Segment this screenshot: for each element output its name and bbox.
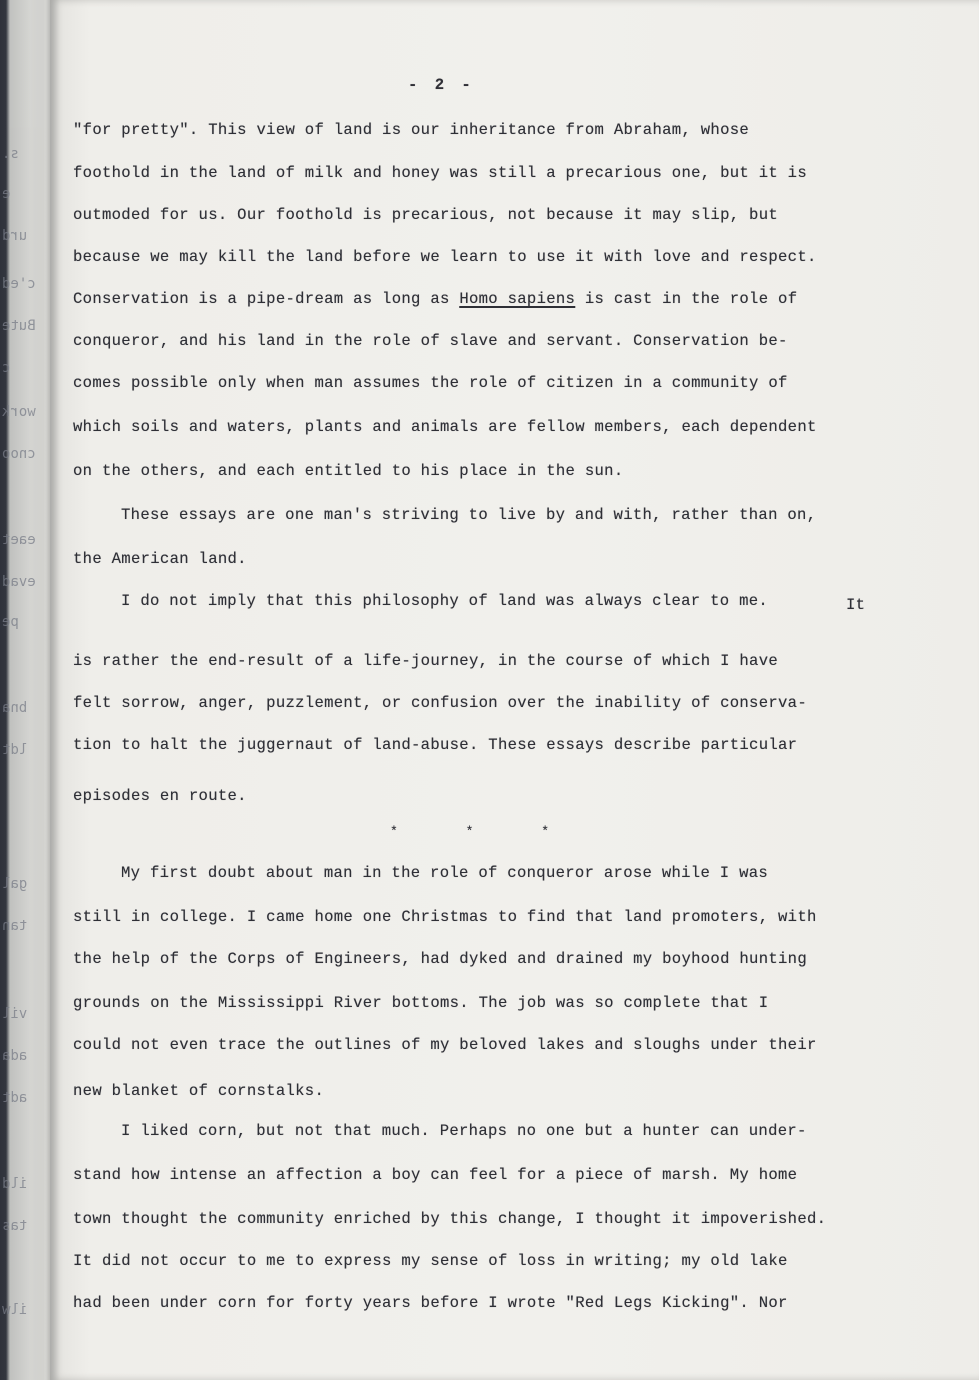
margin-fragment: bna [2, 700, 28, 716]
margin-fragment: cnoo [2, 446, 36, 462]
margin-fragment: urd [2, 228, 28, 244]
facing-page-edge [0, 0, 50, 1380]
text-line: "for pretty". This view of land is our inheritance from Abraham, whose [73, 121, 750, 139]
margin-fragment: tas [2, 1218, 28, 1234]
text-line: It did not occur to me to express my sense of loss in writing; my old lake [73, 1252, 788, 1270]
text-line: I do not imply that this philosophy of land was always clear to me. [121, 592, 769, 610]
text-line: foothold in the land of milk and honey was still a precarious one, but it is [73, 164, 807, 182]
margin-fragment: evad [2, 574, 36, 590]
margin-fragment: tan [2, 918, 28, 934]
text-line: I liked corn, but not that much. Perhaps no one but a hunter can under- [121, 1122, 807, 1140]
text-line: stand how intense an affection a boy can feel for a piece of marsh. My home [73, 1166, 798, 1184]
text-line: grounds on the Mississippi River bottoms. The job was so complete that I [73, 994, 769, 1012]
margin-fragment: pe [2, 614, 19, 630]
typed-page [50, 0, 979, 1380]
text-line: which soils and waters, plants and animals are fellow members, each dependent [73, 418, 817, 436]
text-line-tail: It [846, 596, 866, 614]
text-segment: is cast in the role of [575, 290, 798, 308]
text-line: still in college. I came home one Christmas to find that land promoters, with [73, 908, 817, 926]
margin-fragment: work [2, 404, 36, 420]
margin-fragment: s. [2, 146, 19, 162]
text-line: the help of the Corps of Engineers, had dyked and drained my boyhood hunting [73, 950, 807, 968]
page-number: - 2 - [408, 76, 475, 94]
text-line [73, 290, 797, 308]
margin-fragment: Bute [2, 318, 36, 334]
text-line: felt sorrow, anger, puzzlement, or confusion over the inability of conserva- [73, 694, 807, 712]
text-line: had been under corn for forty years before I wrote "Red Legs Kicking". Nor [73, 1294, 788, 1312]
margin-fragment: ada [2, 1048, 28, 1064]
text-line: on the others, and each entitled to his place in the sun. [73, 462, 624, 480]
margin-fragment: adt [2, 1090, 28, 1106]
text-line: outmoded for us. Our foothold is precarious, not because it may slip, but [73, 206, 779, 224]
section-separator: * * * [390, 824, 580, 839]
text-line: is rather the end-result of a life-journey, in the course of which I have [73, 652, 779, 670]
text-line: conqueror, and his land in the role of slave and servant. Conservation be- [73, 332, 788, 350]
margin-fragment: c'ed [2, 276, 36, 292]
margin-fragment: e [2, 186, 11, 202]
text-line: could not even trace the outlines of my beloved lakes and sloughs under their [73, 1036, 817, 1054]
margin-fragment: ild [2, 1176, 28, 1192]
margin-fragment: eaet [2, 532, 36, 548]
text-line: the American land. [73, 550, 247, 568]
margin-fragment: ilw [2, 1302, 28, 1318]
margin-fragment: c [2, 360, 11, 376]
margin-fragment: ldt [2, 742, 28, 758]
text-line: tion to halt the juggernaut of land-abuse. These essays describe particular [73, 736, 798, 754]
margin-fragment: gal [2, 876, 28, 892]
text-line: new blanket of cornstalks. [73, 1082, 325, 1100]
text-segment: Conservation is a pipe-dream as long as [73, 290, 460, 308]
text-line: episodes en route. [73, 787, 247, 805]
text-line: town thought the community enriched by this change, I thought it impoverished. [73, 1210, 827, 1228]
text-line: comes possible only when man assumes the role of citizen in a community of [73, 374, 788, 392]
text-line: because we may kill the land before we learn to use it with love and respect. [73, 248, 817, 266]
text-line: My first doubt about man in the role of conqueror arose while I was [121, 864, 769, 882]
margin-fragment: vil [2, 1006, 28, 1022]
species-name: Homo sapiens [459, 290, 576, 308]
text-line: These essays are one man's striving to live by and with, rather than on, [121, 506, 817, 524]
